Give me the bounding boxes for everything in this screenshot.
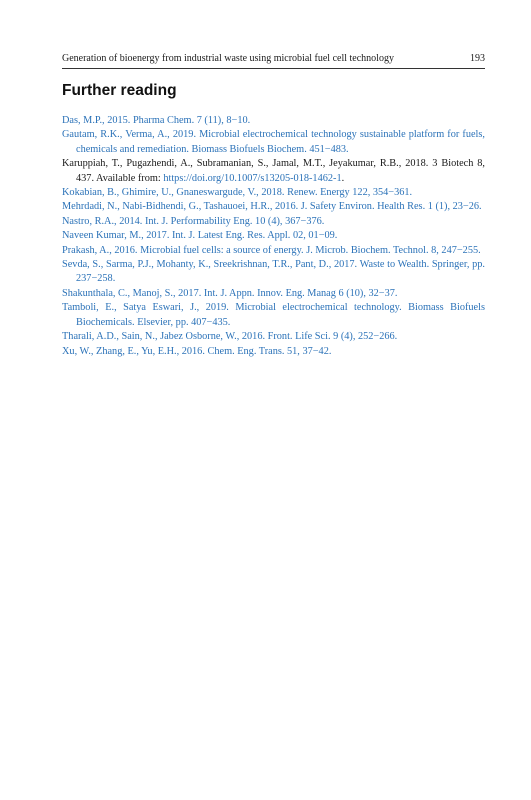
reference-text[interactable]: Tharali, A.D., Sain, N., Jabez Osborne, W., 2016. Front. Life Sci. 9 (4), 252−266. [62, 331, 398, 343]
header-rule [62, 68, 485, 69]
reference-item [62, 157, 485, 186]
reference-text: Karuppiah, T., Pugazhendi, A., Subramanian, S., Jamal, M.T., Jeyakumar, R.B., 2018. 3 Biotech 8, 437. Available from: [62, 158, 485, 184]
reference-list [62, 114, 485, 359]
reference-item[interactable] [62, 345, 485, 359]
reference-item[interactable] [62, 215, 485, 229]
doi-link[interactable]: https://doi.org/10.1007/s13205-018-1462-1 [163, 172, 342, 184]
reference-text[interactable]: Sevda, S., Sarma, P.J., Mohanty, K., Sreekrishnan, T.R., Pant, D., 2017. Waste to Wealth. Springer, pp. 237−258. [62, 259, 485, 285]
reference-item[interactable] [62, 186, 485, 200]
reference-text[interactable]: Das, M.P., 2015. Pharma Chem. 7 (11), 8−10. [62, 115, 251, 126]
reference-text[interactable]: Nastro, R.A., 2014. Int. J. Performability Eng. 10 (4), 367−376. [62, 215, 325, 227]
reference-item[interactable] [62, 229, 485, 243]
section-heading: Further reading [62, 82, 177, 99]
page-number: 193 [470, 53, 485, 64]
reference-item[interactable] [62, 287, 485, 301]
document-page [62, 0, 485, 800]
reference-text[interactable]: Prakash, A., 2016. Microbial fuel cells: a source of energy. J. Microb. Biochem. Technol. 8, 247−255. [62, 244, 481, 256]
reference-item[interactable] [62, 244, 485, 258]
reference-item[interactable] [62, 128, 485, 157]
running-header [62, 52, 485, 66]
reference-item[interactable] [62, 258, 485, 287]
reference-item[interactable] [62, 114, 485, 128]
reference-text[interactable]: Gautam, R.K., Verma, A., 2019. Microbial electrochemical technology sustainable platform for fuels, chemicals and remediation. Biomass Biofuels Biochem. 451−483. [62, 129, 485, 155]
reference-item[interactable] [62, 200, 485, 214]
running-title: Generation of bioenergy from industrial waste using microbial fuel cell technology [62, 53, 394, 64]
reference-item[interactable] [62, 301, 485, 330]
reference-text[interactable]: Tamboli, E., Satya Eswari, J., 2019. Microbial electrochemical technology. Biomass Biofuels Biochemicals. Elsevier, pp. 407−435. [62, 302, 485, 328]
reference-end: . [341, 172, 345, 184]
reference-text[interactable]: Xu, W., Zhang, E., Yu, E.H., 2016. Chem. Eng. Trans. 51, 37−42. [62, 345, 332, 357]
reference-text[interactable]: Mehrdadi, N., Nabi-Bidhendi, G., Tashauoei, H.R., 2016. J. Safety Environ. Health Res. 1 (1), 23−26. [62, 201, 482, 213]
reference-text[interactable]: Kokabian, B., Ghimire, U., Gnaneswargude, V., 2018. Renew. Energy 122, 354−361. [62, 187, 413, 199]
reference-item[interactable] [62, 330, 485, 344]
reference-text[interactable]: Naveen Kumar, M., 2017. Int. J. Latest Eng. Res. Appl. 02, 01−09. [62, 230, 338, 242]
reference-text[interactable]: Shakunthala, C., Manoj, S., 2017. Int. J. Appn. Innov. Eng. Manag 6 (10), 32−37. [62, 287, 398, 299]
